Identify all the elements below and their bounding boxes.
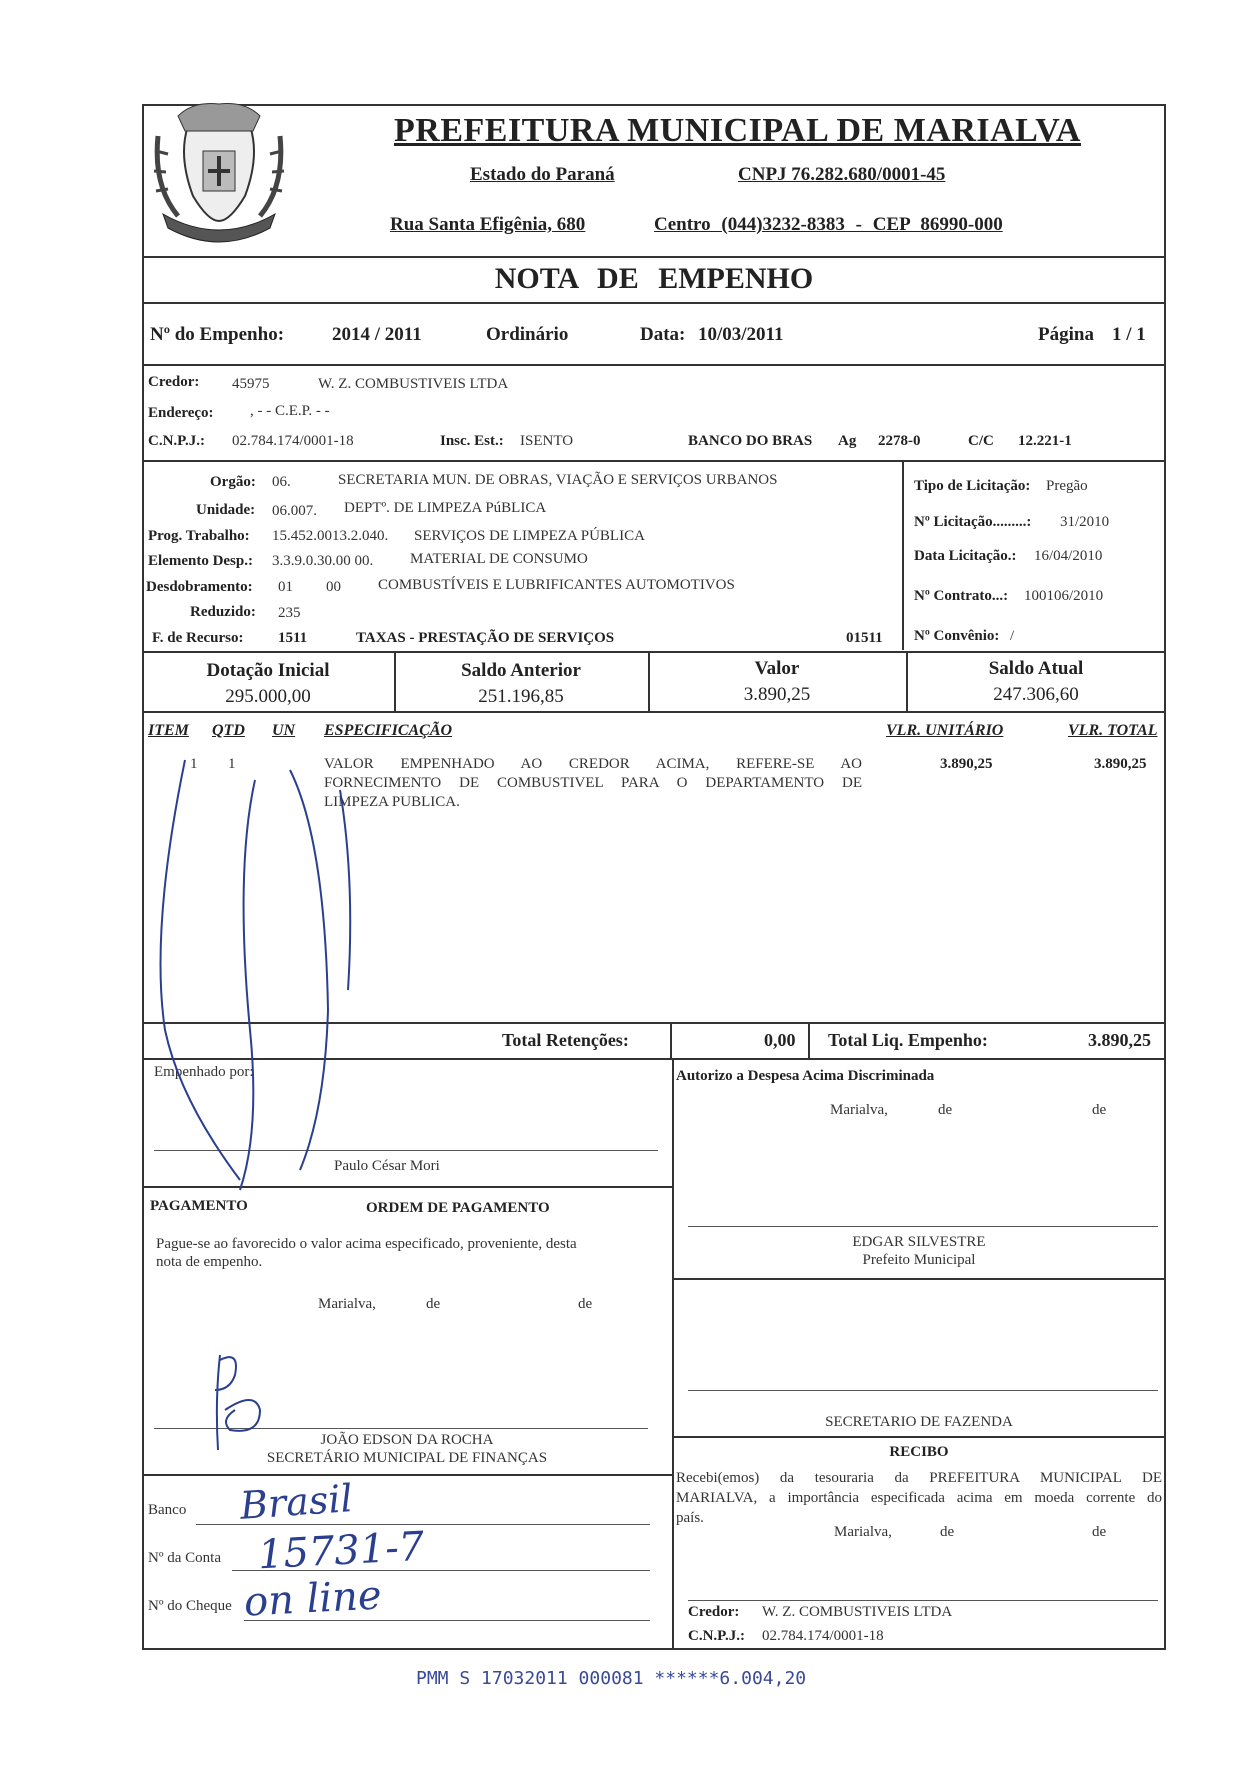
- recibo-text-line3: país.: [676, 1510, 704, 1526]
- empenhado-por-label: Empenhado por:: [154, 1064, 254, 1080]
- municipality-address: Rua Santa Efigênia, 680: [390, 214, 586, 235]
- municipality-cnpj: CNPJ 76.282.680/0001-45: [738, 164, 946, 185]
- payment-stamp: PMM S 17032011 000081 ******6.004,20: [416, 1668, 807, 1689]
- orgao-code: 06.: [272, 474, 291, 490]
- municipality-title: PREFEITURA MUNICIPAL DE MARIALVA: [394, 112, 1081, 149]
- recibo-de2: de: [1092, 1524, 1107, 1540]
- contrato-label: Nº Contrato...:: [914, 588, 1009, 604]
- convenio-label: Nº Convênio:: [914, 628, 1000, 644]
- empenho-number: 2014 / 2011: [332, 324, 422, 345]
- retencoes-label: Total Retenções:: [502, 1030, 629, 1050]
- cnpj-label: C.N.P.J.:: [148, 433, 205, 449]
- agency-number: 2278-0: [878, 433, 921, 449]
- col-total-value: VLR. TOTAL: [1068, 722, 1158, 739]
- saldo-atual-value: 247.306,60: [993, 684, 1079, 705]
- autorizo-local: Marialva,: [830, 1102, 888, 1118]
- empenho-date: 10/03/2011: [698, 324, 784, 345]
- item-qtd: 1: [228, 756, 236, 772]
- recibo-credor-label: Credor:: [688, 1604, 740, 1620]
- prefeito-role: Prefeito Municipal: [862, 1252, 976, 1268]
- recibo-title: RECIBO: [889, 1444, 949, 1460]
- reduzido-label: Reduzido:: [190, 604, 256, 620]
- saldo-anterior-value: 251.196,85: [478, 686, 564, 707]
- autorizo-label: Autorizo a Despesa Acima Discriminada: [676, 1068, 935, 1084]
- desdobramento-b: 00: [326, 579, 341, 595]
- pagamento-text-line1: Pague-se ao favorecido o valor acima especificado, proveniente, desta: [156, 1236, 577, 1252]
- orgao-label: Orgão:: [210, 474, 256, 490]
- licitacao-date: 16/04/2010: [1034, 548, 1103, 564]
- handwritten-initials-mark: [200, 1350, 280, 1460]
- col-especificacao: ESPECIFICAÇÃO: [324, 722, 453, 739]
- pagamento-local: Marialva,: [318, 1296, 376, 1312]
- valor-value: 3.890,25: [743, 684, 811, 705]
- col-item: ITEM: [148, 722, 189, 739]
- endereco-label: Endereço:: [148, 405, 214, 421]
- prog-trabalho-label: Prog. Trabalho:: [148, 528, 250, 544]
- recibo-credor-name: W. Z. COMBUSTIVEIS LTDA: [762, 1604, 953, 1620]
- credor-name: W. Z. COMBUSTIVEIS LTDA: [318, 376, 509, 392]
- recibo-text-line1: Recebi(emos) da tesouraria da PREFEITURA MUNICIPAL DE: [676, 1470, 1162, 1486]
- banco-handwritten: Brasil: [238, 1476, 354, 1528]
- total-liquido-label: Total Liq. Empenho:: [828, 1030, 988, 1050]
- convenio-value: /: [1010, 628, 1015, 644]
- document-title: NOTA DE EMPENHO: [494, 262, 814, 295]
- page-number: 1 / 1: [1112, 324, 1146, 345]
- desdobramento-label: Desdobramento:: [146, 579, 253, 595]
- licitacao-number: 31/2010: [1060, 514, 1110, 530]
- fonte-recurso-label: F. de Recurso:: [152, 630, 244, 646]
- cheque-label: Nº do Cheque: [148, 1598, 232, 1614]
- pagamento-text-line2: nota de empenho.: [156, 1254, 263, 1270]
- fonte-recurso-description: TAXAS - PRESTAÇÃO DE SERVIÇOS: [356, 630, 615, 646]
- pagamento-de2: de: [578, 1296, 593, 1312]
- autorizo-de2: de: [1092, 1102, 1107, 1118]
- empenho-number-label: Nº do Empenho:: [150, 324, 285, 345]
- licitacao-number-label: Nº Licitação.........:: [914, 514, 1032, 530]
- elemento-label: Elemento Desp.:: [148, 553, 253, 569]
- empenhado-por-name: Paulo César Mori: [334, 1158, 440, 1174]
- endereco-value: , - - C.E.P. - -: [250, 403, 330, 419]
- account-number: 12.221-1: [1018, 433, 1072, 449]
- col-qtd: QTD: [212, 722, 245, 739]
- fonte-recurso-code2: 01511: [846, 630, 883, 646]
- agency-label: Ag: [838, 433, 857, 449]
- state-name: Estado do Paraná: [470, 164, 615, 185]
- col-un: UN: [272, 722, 296, 739]
- contrato-number: 100106/2010: [1024, 588, 1104, 604]
- empenho-type: Ordinário: [486, 324, 569, 345]
- total-liquido-value: 3.890,25: [1088, 1030, 1151, 1050]
- unidade-code: 06.007.: [272, 503, 317, 519]
- conta-handwritten: 15731-7: [256, 1523, 426, 1579]
- ordem-pagamento-title: ORDEM DE PAGAMENTO: [366, 1200, 550, 1216]
- insc-label: Insc. Est.:: [440, 433, 504, 449]
- page-label: Página: [1038, 324, 1094, 345]
- autorizo-de1: de: [938, 1102, 953, 1118]
- account-label: C/C: [968, 433, 994, 449]
- col-unit-value: VLR. UNITÁRIO: [886, 722, 1004, 739]
- reduzido-value: 235: [278, 605, 301, 621]
- fazenda-role: SECRETARIO DE FAZENDA: [825, 1414, 1013, 1430]
- retencoes-value: 0,00: [764, 1030, 796, 1050]
- saldo-anterior-label: Saldo Anterior: [461, 660, 581, 681]
- orgao-description: SECRETARIA MUN. DE OBRAS, VIAÇÃO E SERVIÇOS URBANOS: [338, 472, 778, 488]
- item-number: 1: [190, 756, 198, 772]
- recibo-cnpj-label: C.N.P.J.:: [688, 1628, 745, 1644]
- dotacao-inicial-label: Dotação Inicial: [206, 660, 330, 681]
- tipo-licitacao-value: Pregão: [1046, 478, 1088, 494]
- insc-value: ISENTO: [520, 433, 574, 449]
- recibo-local: Marialva,: [834, 1524, 892, 1540]
- item-desc-line1: VALOR EMPENHADO AO CREDOR ACIMA, REFERE-SE AO: [324, 756, 862, 772]
- recibo-text-line2: MARIALVA, a importância especificada acima em moeda corrente do: [676, 1490, 1162, 1506]
- desdobramento-description: COMBUSTÍVEIS E LUBRIFICANTES AUTOMOTIVOS: [378, 577, 735, 593]
- unidade-label: Unidade:: [196, 502, 256, 518]
- item-total-value: 3.890,25: [1094, 756, 1147, 772]
- prog-trabalho-description: SERVIÇOS DE LIMPEZA PÚBLICA: [414, 528, 645, 544]
- recibo-de1: de: [940, 1524, 955, 1540]
- elemento-description: MATERIAL DE CONSUMO: [410, 551, 588, 567]
- recibo-cnpj-value: 02.784.174/0001-18: [762, 1628, 884, 1644]
- coat-of-arms-icon: [148, 96, 290, 261]
- valor-label: Valor: [754, 658, 800, 679]
- prog-trabalho-code: 15.452.0013.2.040.: [272, 528, 389, 544]
- elemento-code: 3.3.9.0.30.00 00.: [272, 553, 374, 569]
- saldo-atual-label: Saldo Atual: [988, 658, 1084, 679]
- pagamento-de1: de: [426, 1296, 441, 1312]
- pagamento-label: PAGAMENTO: [150, 1198, 248, 1214]
- desdobramento-a: 01: [278, 579, 293, 595]
- cheque-handwritten: on line: [242, 1572, 383, 1626]
- unidade-description: DEPTº. DE LIMPEZA PúBLICA: [344, 500, 547, 516]
- financas-name: JOÃO EDSON DA ROCHA: [320, 1432, 494, 1448]
- municipality-contact: Centro (044)3232-8383 - CEP 86990-000: [654, 214, 1003, 235]
- dotacao-inicial-value: 295.000,00: [225, 686, 311, 707]
- handwritten-loop-mark: [140, 750, 380, 1220]
- prefeito-name: EDGAR SILVESTRE: [852, 1234, 986, 1250]
- financas-role: SECRETÁRIO MUNICIPAL DE FINANÇAS: [266, 1450, 548, 1466]
- item-unit-value: 3.890,25: [940, 756, 993, 772]
- bank-name: BANCO DO BRAS: [688, 433, 813, 449]
- empenho-date-label: Data:: [640, 324, 686, 345]
- item-desc-line3: LIMPEZA PUBLICA.: [324, 794, 460, 810]
- credor-label: Credor:: [148, 374, 200, 390]
- licitacao-date-label: Data Licitação.:: [914, 548, 1017, 564]
- credor-code: 45975: [232, 376, 270, 392]
- tipo-licitacao-label: Tipo de Licitação:: [914, 478, 1031, 494]
- credor-cnpj: 02.784.174/0001-18: [232, 433, 354, 449]
- banco-label: Banco: [148, 1502, 187, 1518]
- conta-label: Nº da Conta: [148, 1550, 221, 1566]
- item-desc-line2: FORNECIMENTO DE COMBUSTIVEL PARA O DEPARTAMENTO DE: [324, 775, 862, 791]
- fonte-recurso-code: 1511: [278, 630, 308, 646]
